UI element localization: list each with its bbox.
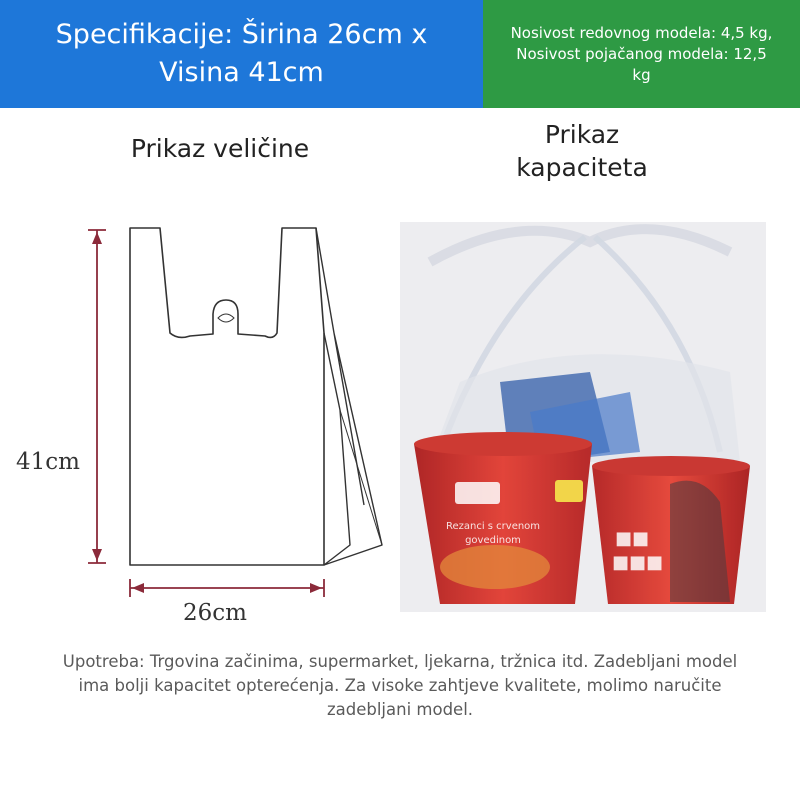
height-dimension <box>88 230 106 563</box>
photo-caption: Rezanci s crvenom govedinom <box>445 521 541 546</box>
svg-text:■■■: ■■■ <box>612 552 664 573</box>
width-dimension <box>130 579 324 597</box>
svg-text:■■: ■■ <box>615 528 650 549</box>
height-label: 41cm <box>16 449 80 475</box>
width-label: 26cm <box>183 600 247 626</box>
capacity-photo <box>400 222 766 612</box>
bag-diagram <box>0 200 400 620</box>
capacity-display-title: Prikaz kapaciteta <box>516 120 648 182</box>
specs-text: Specifikacije: Širina 26cm x Visina 41cm <box>55 19 428 88</box>
capacity-text: Nosivost redovnog modela: 4,5 kg, Nosivost pojačanog modela: 12,5 kg <box>510 23 773 84</box>
usage-note: Upotreba: Trgovina začinima, supermarket, ljekarna, tržnica itd. Zadebljani model ima bolji kapacitet opterećenja. Za visoke zahtjeve kvalitete, molimo naručite zadebljani model. <box>62 652 738 719</box>
bag-outline <box>130 228 324 565</box>
size-display-title: Prikaz veličine <box>130 134 310 163</box>
specs-banner <box>0 0 483 108</box>
capacity-banner <box>483 0 800 108</box>
